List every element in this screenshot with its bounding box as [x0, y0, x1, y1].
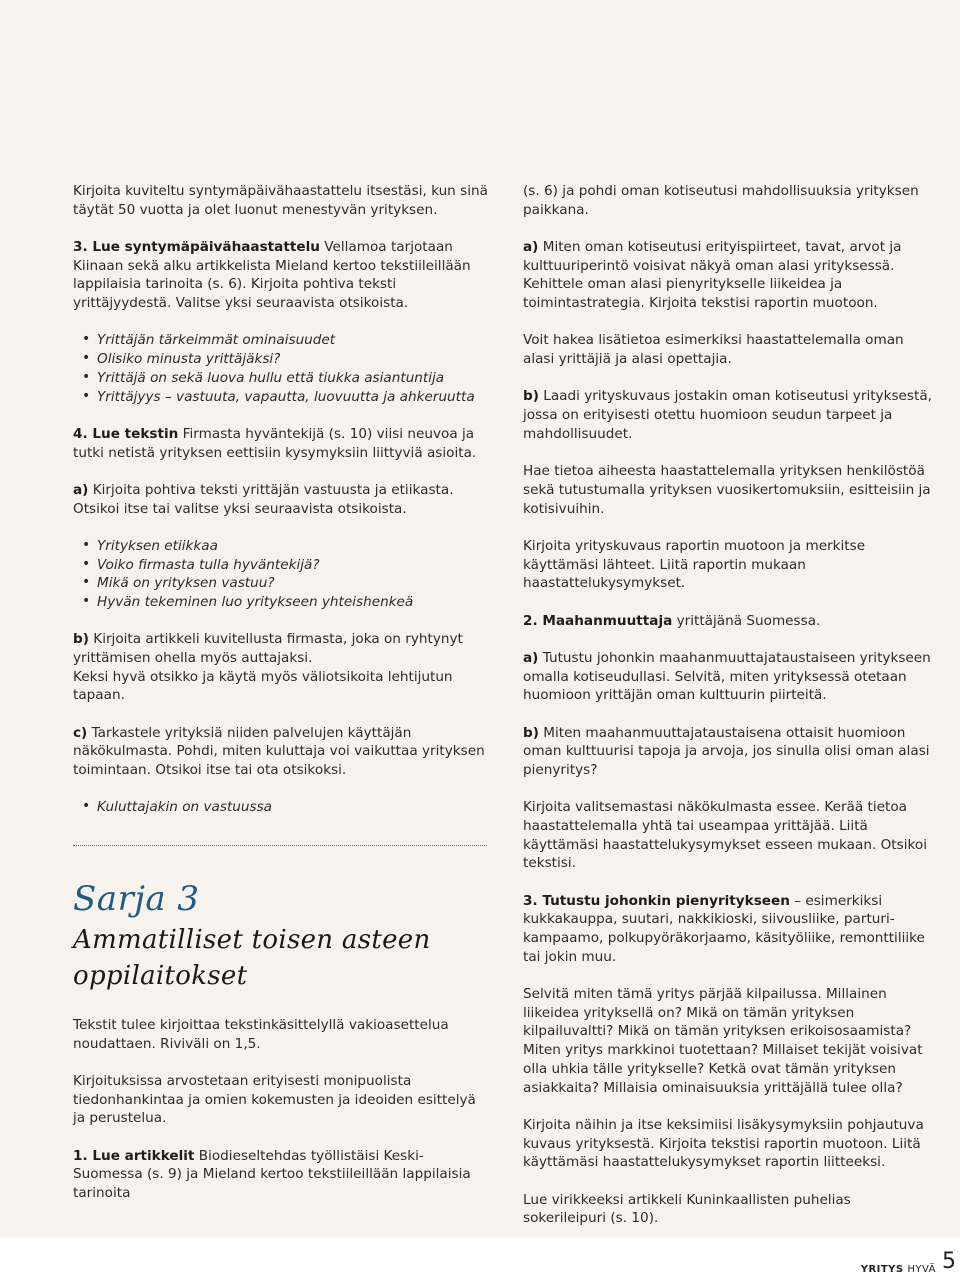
task-3-heading: 3. Lue syntymäpäivähaastattelu [73, 239, 320, 255]
task-3-text: Vellamoa tarjotaan Kiinaan sekä alku artikkelista Mieland kertoo tekstiileillään lappilaisia tarinoita (s. 6). Kirjoita pohtiva teksti yrittäjyydestä. Valitse yksi seuraavista otsikoista. [73, 239, 471, 312]
task-1a-text: Miten oman kotiseutusi erityispiirteet, tavat, arvot ja kulttuuriperintö voisivat näkyä oman alasi yrityksessä. Kehittele oman alasi pienyritykselle liikeidea ja toimintastrategia. Kirjoita tekstisi raportin muotoon. [523, 239, 902, 312]
task-4c-label: c) [73, 724, 88, 741]
task-2-heading: 2. Maahanmuuttaja [523, 612, 673, 629]
task-2a-paragraph [523, 649, 938, 705]
series-subtitle: Ammatilliset toisen asteen oppilaitokset [73, 925, 431, 992]
left-column [73, 182, 491, 1221]
intro-paragraph: Kirjoita kuviteltu syntymäpäivähaastattelu itsestäsi, kun sinä täytät 50 vuotta ja olet luonut menestyvän yrityksen. [73, 183, 488, 218]
task-2-text: yrittäjänä Suomessa. [672, 612, 821, 629]
research-paragraph: Hae tietoa aiheesta haastattelemalla yrityksen henkilöstöä sekä tutustumalla yrityksen vuosikertomuksiin, esitteisiin ja kotisivuihin. [523, 463, 931, 517]
dotted-divider [73, 845, 487, 846]
description-paragraph: Kirjoita näihin ja itse keksimiisi lisäkysymyksiin pohjautuva kuvaus yrityksestä. Kirjoita tekstisi raportin muotoon. Liitä käyttämäsi haastattelukysymykset raportin liitteeksi. [523, 1116, 924, 1171]
task-4b-text: Kirjoita artikkeli kuvitellusta firmasta, joka on ryhtynyt yrittämisen ohella myös auttajaksi. [73, 631, 463, 666]
task-3-heading: 3. Tutustu johonkin pienyritykseen [523, 892, 790, 909]
task-4-paragraph [73, 425, 491, 462]
task-1a-paragraph [523, 238, 938, 313]
task-2b-paragraph [523, 724, 938, 780]
right-column [523, 182, 938, 1247]
task-1b-paragraph [523, 387, 938, 443]
task-4a-label: a) [73, 481, 89, 498]
essay-paragraph: Kirjoita valitsemastasi näkökulmasta essee. Kerää tietoa haastattelemalla yhtä tai useampaa yrittäjää. Liitä käyttämäsi haastattelukysymykset esseen mukaan. Otsikoi tekstisi. [523, 799, 927, 872]
list-item: • Kuluttajakin on vastuussa [97, 798, 491, 817]
task-1-paragraph [73, 1147, 491, 1203]
brand-light: HYVÄ [907, 1264, 936, 1275]
task-4c-text: Tarkastele yrityksiä niiden palvelujen käyttäjän näkökulmasta. Pohdi, miten kuluttaja voi vaikuttaa yrityksen toimintaan. Otsikoi itse tai ota otsikoksi. [73, 724, 485, 779]
task-1b-text: Laadi yrityskuvaus jostakin oman kotiseutusi yrityksestä, jossa on erityisesti otettu huomioon seudun tarpeet ja mahdollisuudet. [523, 388, 932, 442]
task-2b-label: b) [523, 724, 539, 741]
task-3-paragraph [523, 892, 938, 967]
task-1-heading: 1. Lue artikkelit [73, 1147, 195, 1164]
list-item: • Yrittäjän tärkeimmät ominaisuudet [97, 331, 491, 350]
task-1b-label: b) [523, 388, 539, 405]
task-4-heading: 4. Lue tekstin [73, 425, 179, 442]
task-1a-label: a) [523, 239, 539, 255]
page-footer [0, 1238, 960, 1279]
criteria-paragraph: Kirjoituksissa arvostetaan erityisesti monipuolista tiedonhankintaa ja omien kokemusten ja ideoiden esittelyä ja perustelua. [73, 1073, 476, 1127]
brand-logo [861, 1264, 936, 1275]
page-number: 5 [942, 1249, 956, 1274]
task-2a-text: Tutustu johonkin maahanmuuttajataustaiseen yritykseen omalla kotiseudullasi. Selvitä, miten yrityksessä otetaan huomioon yrittäjän oman kulttuurin piirteitä. [523, 649, 931, 704]
list-item: • Hyvän tekeminen luo yritykseen yhteishenkeä [97, 593, 491, 612]
list-item: • Mikä on yrityksen vastuu? [97, 574, 491, 593]
questions-paragraph: Selvitä miten tämä yritys pärjää kilpailussa. Millainen liikeidea yrityksellä on? Mikä on tämän yrityksen kilpailuvaltti? Mikä on tämän yrityksen erikoisosaamista? Miten yritys markkinoi tuotettaan? Millaiset tekijät voisivat olla uhkia tälle yritykselle? Ketkä ovat tämän yrityksen asiakkaita? Millaisia ominaisuuksia yrittäjällä tulee olla? [523, 986, 923, 1096]
task-3-paragraph [73, 238, 491, 313]
format-paragraph: Tekstit tulee kirjoittaa tekstinkäsittelyllä vakioasettelua noudattaen. Riviväli on 1,5. [73, 1017, 449, 1052]
report-paragraph: Kirjoita yrityskuvaus raportin muotoon ja merkitse käyttämäsi lähteet. Liitä raportin mukaan haastattelukysymykset. [523, 537, 866, 592]
task-4b-text-2: Keksi hyvä otsikko ja käytä myös väliotsikoita lehtijutun tapaan. [73, 668, 453, 704]
list-item: • Yrittäjyys – vastuuta, vapautta, luovuutta ja ahkeruutta [97, 388, 491, 407]
title-options-list-1 [73, 331, 491, 406]
list-item: • Yrittäjä on sekä luova hullu että tiukka asiantuntija [97, 369, 491, 388]
title-options-list-3 [73, 798, 491, 817]
task-4c-paragraph [73, 724, 491, 780]
series-title: Sarja 3 [73, 879, 200, 920]
info-paragraph: Voit hakea lisätietoa esimerkiksi haastattelemalla oman alasi yrittäjiä ja alasi opettajia. [523, 332, 904, 368]
task-4a-paragraph [73, 481, 491, 518]
task-4a-text: Kirjoita pohtiva teksti yrittäjän vastuusta ja etiikasta. Otsikoi itse tai valitse yksi seuraavista otsikoista. [73, 481, 454, 517]
task-4b-label: b) [73, 631, 89, 648]
brand-bold: YRITYS [860, 1264, 904, 1275]
list-item: • Voiko firmasta tulla hyväntekijä? [97, 556, 491, 575]
task-2b-text: Miten maahanmuuttajataustaisena ottaisit huomioon oman kulttuurisi tapoja ja arvoja, jos sinulla olisi oman alasi pienyritys? [523, 724, 930, 778]
title-options-list-2 [73, 537, 491, 612]
task-4b-paragraph [73, 630, 491, 705]
task-2a-label: a) [523, 649, 539, 666]
reading-paragraph: Lue virikkeeksi artikkeli Kuninkaallisten puhelias sokerileipuri (s. 10). [523, 1191, 851, 1227]
task-2-paragraph [523, 612, 938, 631]
continuation-paragraph: (s. 6) ja pohdi oman kotiseutusi mahdollisuuksia yrityksen paikkana. [523, 183, 919, 218]
list-item: • Olisiko minusta yrittäjäksi? [97, 350, 491, 369]
task-3-text: – esimerkiksi kukkakauppa, suutari, nakkikioski, siivousliike, parturi-kampaamo, polkupyöräkorjaamo, käsityöliike, remonttiliike tai jokin muu. [523, 892, 925, 965]
list-item: • Yrityksen etiikkaa [97, 537, 491, 556]
task-4-text: Firmasta hyväntekijä (s. 10) viisi neuvoa ja tutki netistä yrityksen eettisiin kysymyksiin liittyviä asioita. [73, 425, 477, 461]
task-1-text: Biodieseltehdas työllistäisi Keski-Suomessa (s. 9) ja Mieland kertoo tekstiileillään lappilaisia tarinoita [73, 1147, 471, 1202]
